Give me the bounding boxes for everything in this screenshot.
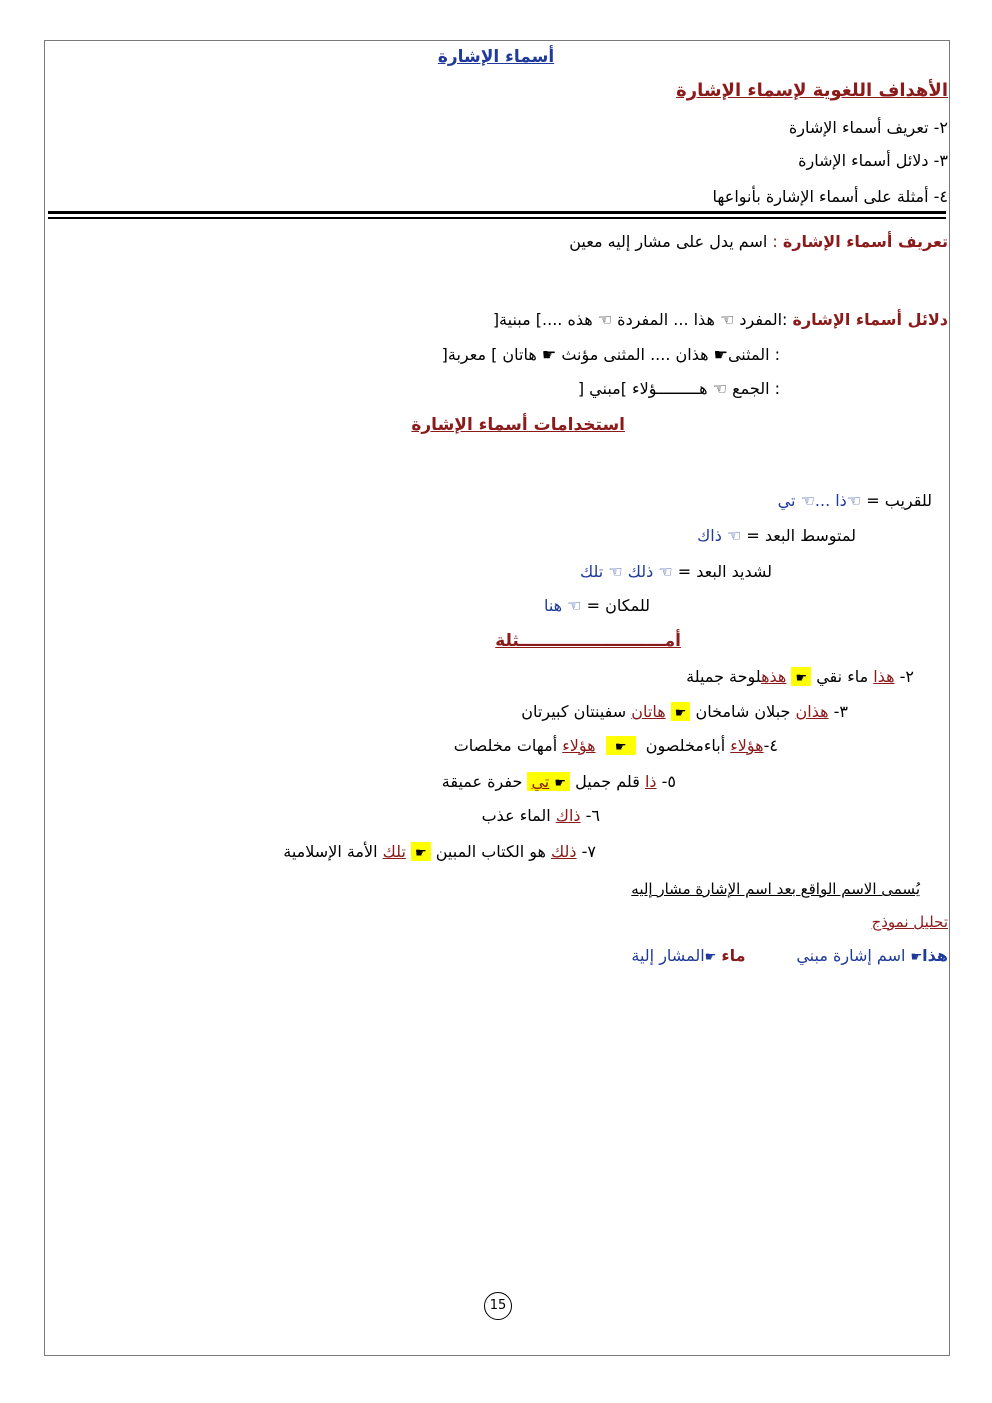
usage-near-label: للقريب = — [866, 491, 932, 510]
hand-pointer-icon: ☛ — [411, 842, 431, 861]
example-7 — [283, 841, 596, 865]
example-word: ذا — [644, 772, 657, 791]
definition-text: اسم يدل على مشار إليه معين — [569, 232, 768, 251]
definition-label: تعريف أسماء الإشارة — [782, 232, 948, 251]
divider-thin — [48, 217, 946, 219]
definition-colon: : — [772, 232, 778, 251]
hand-pointer-icon: ☛ — [910, 950, 923, 965]
example-text: الماء عذب — [481, 806, 551, 825]
analysis-desc: اسم إشارة مبني — [796, 946, 906, 965]
example-word: تي — [531, 772, 550, 791]
example-num: ٣- — [833, 702, 848, 721]
example-4 — [454, 735, 778, 759]
example-num: ٧- — [581, 842, 596, 861]
example-num: ٦- — [585, 806, 600, 825]
usage-far — [580, 561, 772, 583]
example-text: سفينتان كبيرتان — [521, 702, 627, 721]
hand-pointer-icon: ☛ — [671, 702, 691, 721]
example-6 — [482, 805, 600, 827]
page-number: 15 — [484, 1292, 512, 1320]
usage-heading: استخدامات أسماء الإشارة — [411, 415, 625, 435]
example-word: هذان — [795, 702, 829, 721]
analysis-desc: المشار إلية — [631, 946, 705, 965]
dalail-line-1 — [493, 309, 948, 331]
hand-pointer-icon: ☛ — [606, 736, 636, 755]
example-2 — [686, 666, 914, 690]
example-num: ٢- — [899, 667, 914, 686]
usage-mid-value: ☜ ذاك — [697, 526, 742, 545]
examples-heading: أمـــــــــــــــــــــــــثلة — [495, 631, 681, 651]
hand-pointer-icon: ☛ — [704, 950, 717, 965]
example-5 — [442, 771, 676, 795]
dalail-dual: : المثنى☛ هذان .... المثنى مؤنث ☛ هاتان ] معربة[ — [441, 345, 780, 364]
note-line: يُسمى الاسم الواقع بعد اسم الإشارة مشار إليه — [631, 880, 920, 898]
example-word: هؤلاء — [562, 736, 596, 755]
usage-near-value: ☜ذا ...☜ تي — [777, 491, 862, 510]
usage-far-label: لشديد البعد = — [677, 562, 772, 581]
dalail-label: دلائل أسماء الإشارة — [792, 310, 948, 329]
example-word: ذاك — [555, 806, 581, 825]
analysis-word: ماء — [721, 946, 746, 965]
usage-far-value: ☜ ذلك ☜ تلك — [579, 562, 673, 581]
page-title: أسماء الإشارة — [437, 47, 555, 67]
example-text: أمهات مخلصات — [453, 736, 558, 755]
example-text: ماء نقي — [816, 667, 869, 686]
objectives-heading: الأهداف اللغوية لإسماء الإشارة — [676, 80, 948, 101]
analysis-word: هذا — [922, 946, 948, 965]
example-text: لوحة جميلة — [686, 667, 762, 686]
example-text: حفرة عميقة — [441, 772, 523, 791]
objective-item: ٣- دلائل أسماء الإشارة — [798, 151, 948, 170]
example-num: ٤- — [763, 736, 778, 755]
objective-item: ٤- أمثلة على أسماء الإشارة بأنواعها — [712, 187, 948, 206]
usage-mid — [697, 525, 856, 547]
usage-mid-label: لمتوسط البعد = — [746, 526, 856, 545]
dalail-plural: : الجمع ☜ هـــــــــؤلاء ]مبني [ — [577, 379, 780, 398]
objective-item: ٢- تعريف أسماء الإشارة — [788, 118, 948, 137]
analysis-line — [631, 945, 948, 969]
usage-place-label: للمكان = — [586, 596, 650, 615]
example-3 — [521, 701, 848, 725]
example-word: تلك — [382, 842, 406, 861]
definition-line — [569, 231, 948, 253]
example-word: ذلك — [551, 842, 577, 861]
example-word: هذه — [761, 667, 787, 686]
example-word: هؤلاء — [730, 736, 764, 755]
usage-place — [544, 595, 650, 617]
example-text: قلم جميل — [575, 772, 640, 791]
example-word: هذا — [873, 667, 895, 686]
usage-near — [778, 490, 932, 512]
example-word: هاتان — [631, 702, 666, 721]
divider-thick — [48, 211, 946, 214]
hand-pointer-icon: ☛ — [791, 667, 811, 686]
dalail-singular: :المفرد ☜ هذا ... المفردة ☜ هذه ....] مبنية[ — [492, 310, 788, 329]
analysis-heading: تحليل نموذج — [871, 913, 948, 931]
example-text: أباءمخلصون — [645, 736, 726, 755]
example-text: جبلان شامخان — [695, 702, 791, 721]
usage-place-value: ☜ هنا — [543, 596, 582, 615]
hand-pointer-icon: ☛ تي — [527, 772, 570, 791]
example-text: الأمة الإسلامية — [283, 842, 378, 861]
example-num: ٥- — [661, 772, 676, 791]
example-text: هو الكتاب المبين — [435, 842, 546, 861]
